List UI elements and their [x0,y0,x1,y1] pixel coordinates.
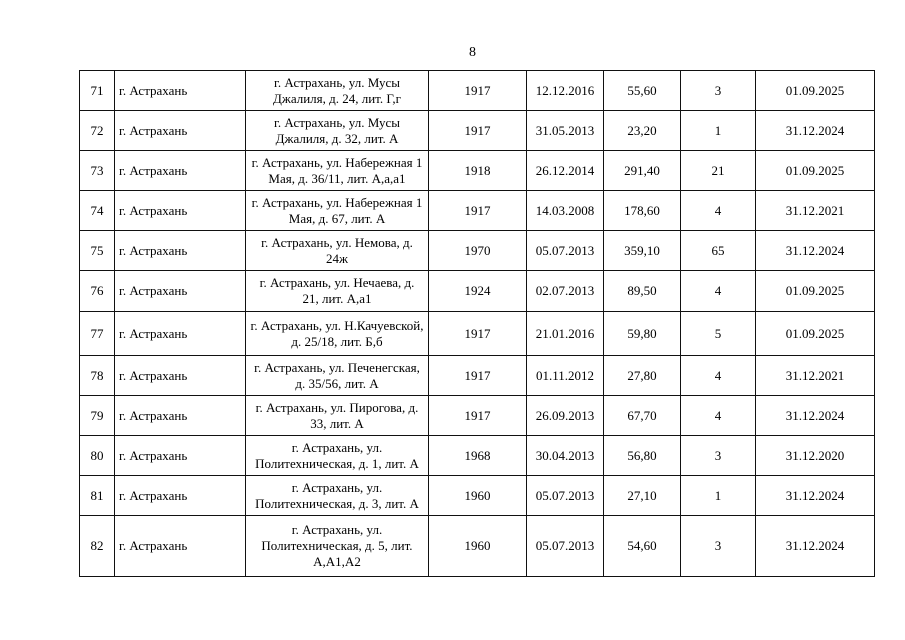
table-row [80,516,875,577]
count-cell: 4 [681,191,756,231]
city-cell: г. Астрахань [115,191,246,231]
area-cell: 89,50 [604,271,681,312]
year-cell: 1917 [429,191,527,231]
table-row [80,312,875,356]
date-cell: 21.01.2016 [527,312,604,356]
count-cell: 4 [681,271,756,312]
planned-date-cell: 01.09.2025 [756,71,875,111]
address-cell: г. Астрахань, ул. Политехническая, д. 3, лит. А [246,476,429,516]
area-cell: 27,10 [604,476,681,516]
table-row [80,356,875,396]
row-number-cell: 75 [80,231,115,271]
area-cell: 59,80 [604,312,681,356]
year-cell: 1917 [429,111,527,151]
row-number-cell: 80 [80,436,115,476]
planned-date-cell: 31.12.2020 [756,436,875,476]
table-row [80,436,875,476]
planned-date-cell: 31.12.2024 [756,476,875,516]
row-number-cell: 77 [80,312,115,356]
area-cell: 27,80 [604,356,681,396]
area-cell: 55,60 [604,71,681,111]
date-cell: 14.03.2008 [527,191,604,231]
row-number-cell: 78 [80,356,115,396]
count-cell: 1 [681,111,756,151]
area-cell: 67,70 [604,396,681,436]
housing-registry-table [79,70,875,577]
area-cell: 54,60 [604,516,681,577]
city-cell: г. Астрахань [115,436,246,476]
date-cell: 05.07.2013 [527,516,604,577]
count-cell: 65 [681,231,756,271]
address-cell: г. Астрахань, ул. Политехническая, д. 1, лит. А [246,436,429,476]
count-cell: 5 [681,312,756,356]
address-cell: г. Астрахань, ул. Немова, д. 24ж [246,231,429,271]
row-number-cell: 82 [80,516,115,577]
table-row [80,71,875,111]
table-row [80,151,875,191]
address-cell: г. Астрахань, ул. Печенегская, д. 35/56, лит. А [246,356,429,396]
table-row [80,111,875,151]
area-cell: 359,10 [604,231,681,271]
address-cell: г. Астрахань, ул. Пирогова, д. 33, лит. А [246,396,429,436]
date-cell: 31.05.2013 [527,111,604,151]
date-cell: 05.07.2013 [527,231,604,271]
table-row [80,396,875,436]
city-cell: г. Астрахань [115,396,246,436]
year-cell: 1960 [429,516,527,577]
city-cell: г. Астрахань [115,231,246,271]
year-cell: 1970 [429,231,527,271]
year-cell: 1924 [429,271,527,312]
row-number-cell: 71 [80,71,115,111]
row-number-cell: 72 [80,111,115,151]
year-cell: 1917 [429,396,527,436]
row-number-cell: 76 [80,271,115,312]
planned-date-cell: 31.12.2024 [756,231,875,271]
count-cell: 4 [681,356,756,396]
date-cell: 02.07.2013 [527,271,604,312]
count-cell: 3 [681,516,756,577]
table-row [80,476,875,516]
planned-date-cell: 31.12.2024 [756,396,875,436]
row-number-cell: 74 [80,191,115,231]
date-cell: 26.09.2013 [527,396,604,436]
address-cell: г. Астрахань, ул. Политехническая, д. 5, лит. А,А1,А2 [246,516,429,577]
planned-date-cell: 31.12.2024 [756,516,875,577]
date-cell: 30.04.2013 [527,436,604,476]
count-cell: 4 [681,396,756,436]
city-cell: г. Астрахань [115,111,246,151]
year-cell: 1960 [429,476,527,516]
count-cell: 3 [681,71,756,111]
count-cell: 1 [681,476,756,516]
address-cell: г. Астрахань, ул. Нечаева, д. 21, лит. А,а1 [246,271,429,312]
city-cell: г. Астрахань [115,312,246,356]
city-cell: г. Астрахань [115,271,246,312]
date-cell: 26.12.2014 [527,151,604,191]
address-cell: г. Астрахань, ул. Набережная 1 Мая, д. 67, лит. А [246,191,429,231]
area-cell: 178,60 [604,191,681,231]
city-cell: г. Астрахань [115,356,246,396]
planned-date-cell: 31.12.2021 [756,356,875,396]
address-cell: г. Астрахань, ул. Н.Качуевской, д. 25/18, лит. Б,б [246,312,429,356]
year-cell: 1968 [429,436,527,476]
date-cell: 05.07.2013 [527,476,604,516]
page-number: 8 [469,45,476,60]
count-cell: 3 [681,436,756,476]
planned-date-cell: 01.09.2025 [756,151,875,191]
city-cell: г. Астрахань [115,476,246,516]
year-cell: 1918 [429,151,527,191]
table-row [80,191,875,231]
date-cell: 01.11.2012 [527,356,604,396]
year-cell: 1917 [429,71,527,111]
address-cell: г. Астрахань, ул. Мусы Джалиля, д. 24, лит. Г,г [246,71,429,111]
planned-date-cell: 01.09.2025 [756,312,875,356]
date-cell: 12.12.2016 [527,71,604,111]
address-cell: г. Астрахань, ул. Мусы Джалиля, д. 32, лит. А [246,111,429,151]
row-number-cell: 79 [80,396,115,436]
year-cell: 1917 [429,312,527,356]
city-cell: г. Астрахань [115,151,246,191]
year-cell: 1917 [429,356,527,396]
planned-date-cell: 01.09.2025 [756,271,875,312]
planned-date-cell: 31.12.2021 [756,191,875,231]
area-cell: 56,80 [604,436,681,476]
area-cell: 291,40 [604,151,681,191]
city-cell: г. Астрахань [115,516,246,577]
table-row [80,231,875,271]
count-cell: 21 [681,151,756,191]
address-cell: г. Астрахань, ул. Набережная 1 Мая, д. 36/11, лит. А,а,а1 [246,151,429,191]
row-number-cell: 81 [80,476,115,516]
city-cell: г. Астрахань [115,71,246,111]
planned-date-cell: 31.12.2024 [756,111,875,151]
area-cell: 23,20 [604,111,681,151]
table-row [80,271,875,312]
row-number-cell: 73 [80,151,115,191]
